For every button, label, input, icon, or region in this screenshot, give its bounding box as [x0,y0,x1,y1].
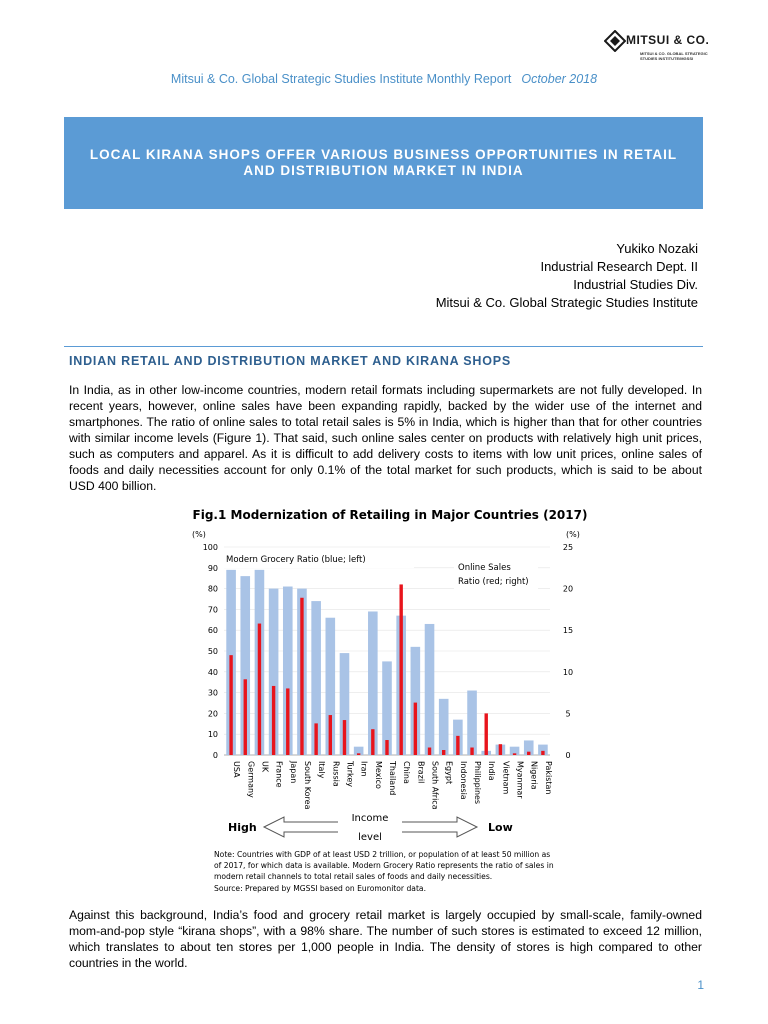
page-number: 1 [697,978,704,992]
bar-online-sales [470,748,473,755]
category-label: Indonesia [458,761,468,800]
right-tick-label: 15 [562,626,574,636]
category-label: Germany [246,761,256,798]
mitsui-logo-icon [604,30,626,52]
category-label: Italy [317,761,327,779]
report-name: Mitsui & Co. Global Strategic Studies Institute Monthly Report [170,72,512,86]
author-name: Yukiko Nozaki [616,241,698,256]
income-label-line2: level [358,832,382,843]
category-label: Philippines [473,761,483,805]
bar-online-sales [343,720,346,755]
left-tick-label: 90 [207,563,218,573]
bar-online-sales [314,723,317,755]
author-dept: Industrial Research Dept. II [540,259,698,274]
bar-online-sales [442,750,445,755]
bar-online-sales [513,753,516,755]
category-label: Myanmar [515,761,525,799]
category-label: South Korea [302,761,312,810]
bar-online-sales [286,688,289,755]
category-label: Iran [359,761,369,777]
left-tick-label: 70 [207,605,218,615]
figure-1-chart [180,505,600,900]
chart-title: Fig.1 Modernization of Retailing in Major Countries (2017) [192,508,588,522]
left-tick-label: 0 [212,751,218,760]
bar-modern-grocery [425,624,435,755]
category-label: India [487,761,497,781]
category-label: Vietnam [501,761,511,795]
page-title: LOCAL KIRANA SHOPS OFFER VARIOUS BUSINESS OPPORTUNITIES IN RETAIL AND DISTRIBUTION MARKET IN INDIA [89,147,678,178]
bar-online-sales [499,744,502,755]
bar-online-sales [541,751,544,755]
right-tick-label: 10 [562,667,574,677]
left-tick-label: 20 [207,709,218,719]
category-label: Japan [288,761,298,784]
left-tick-label: 80 [207,584,218,594]
category-label: Turkey [345,761,355,788]
chart-note-line1: Note: Countries with GDP of at least USD 2 trillion, or population of at least 50 million as [214,850,551,859]
category-label: Thailand [388,761,397,796]
author-org: Mitsui & Co. Global Strategic Studies Institute [435,295,698,310]
bar-online-sales [357,753,360,755]
legend-red-label-line1: Online Sales [458,563,511,573]
right-tick-label: 0 [565,751,571,760]
section-divider [64,346,703,347]
logo-text: MITSUI & CO. [626,33,710,47]
legend-red-label-line2: Ratio (red; right) [458,577,529,587]
right-tick-label: 5 [565,709,571,719]
chart-note-line3: modern retail channels to total retail sales of foods and daily necessities. [214,872,493,881]
right-axis-unit: (%) [566,530,580,539]
bar-online-sales [229,655,232,755]
bar-online-sales [272,686,275,755]
author-division: Industrial Studies Div. [573,277,698,292]
left-tick-label: 30 [207,688,218,698]
bar-online-sales [329,715,332,755]
category-label: Pakistan [543,761,553,795]
bar-online-sales [385,740,388,755]
bar-online-sales [527,752,530,755]
legend-blue-label: Modern Grocery Ratio (blue; left) [226,555,366,565]
category-label: Egypt [444,761,454,785]
category-label: UK [260,761,270,773]
income-high-label: High [228,821,257,834]
author-block [436,240,698,312]
bar-online-sales [244,679,247,755]
bar-online-sales [300,598,303,755]
chart-note-line2: of 2017, for which data is available. Modern Grocery Ratio represents the ratio of sales in [214,861,554,870]
category-label: Russia [331,761,341,787]
bar-online-sales [371,729,374,755]
category-label: France [274,761,284,788]
chart-source: Source: Prepared by MGSSI based on Euromonitor data. [214,884,426,893]
category-label: USA [232,761,242,778]
left-tick-label: 60 [207,626,218,636]
bar-online-sales [428,748,431,755]
bar-modern-grocery [439,699,449,755]
income-label-line1: Income [351,813,389,824]
section-heading: INDIAN RETAIL AND DISTRIBUTION MARKET AND KIRANA SHOPS [69,354,512,368]
category-label: Mexico [373,761,383,789]
bar-modern-grocery [467,691,477,755]
left-tick-label: 40 [207,667,218,677]
left-tick-label: 10 [207,730,218,740]
right-tick-label: 20 [562,584,574,594]
left-tick-label: 100 [202,543,218,552]
bar-online-sales [456,736,459,755]
right-tick-label: 25 [562,543,574,552]
body-paragraph-2: Against this background, India’s food and grocery retail market is largely occupied by small-scale, family-owned mom-and-pop style “kirana shops”, with a 98% share. The number of such stores is estimated to exceed 12 million, which translates to about ten stores per 1,000 people in India. The density of stores is high compared to other countries in the world. [69,908,702,970]
bar-online-sales [258,624,261,755]
income-low-label: Low [488,821,513,834]
report-header [0,72,768,86]
category-label: Brazil [416,761,426,784]
bar-online-sales [485,713,488,755]
logo-subtext: MITSUI & CO. GLOBAL STRATEGIC STUDIES INSTITUTE/MGSSI [640,51,708,61]
category-label: Nigeria [529,761,539,790]
category-label: South Africa [430,761,440,810]
bar-online-sales [399,584,402,755]
left-tick-label: 50 [207,647,218,656]
category-label: China [402,761,412,784]
body-paragraph-1: In India, as in other low-income countries, modern retail formats including supermarkets are not fully developed. In recent years, however, online sales have been expanding rapidly, backed by the wider use of the internet and smartphones. The ratio of online sales to total retail sales is 5% in India, which is higher than that for other countries with similar income levels (Figure 1). That said, such online sales center on products with relatively high unit prices, such as computers and apparel. As it is difficult to add delivery costs to items with low unit prices, online sales of foods and daily necessities account for only 0.1% of the total market for such products, which is said to be about USD 400 billion. [69,383,702,493]
report-date: October 2018 [521,72,598,86]
bar-online-sales [414,703,417,755]
left-axis-unit: (%) [192,530,206,539]
title-banner [64,117,703,209]
